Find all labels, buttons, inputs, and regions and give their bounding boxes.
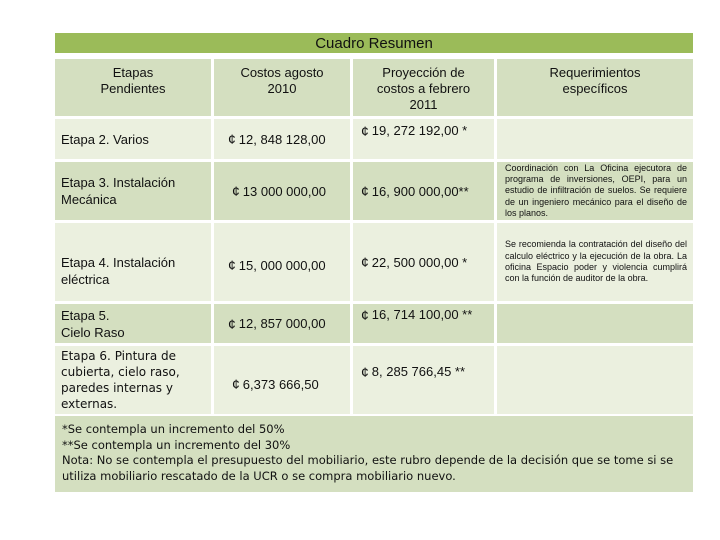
table-row-requirement bbox=[497, 119, 693, 159]
table-row-cost bbox=[214, 304, 350, 343]
requirement-text: Se recomienda la contratación del diseño del calculo eléctrico y la ejecución de la obra. La oficina Espacio poder y violencia cumplirá con la función de auditor de la obra. bbox=[505, 239, 687, 284]
colon-symbol-icon: ¢ bbox=[361, 183, 369, 199]
footnote-50-percent: *Se contempla un incremento del 50% bbox=[62, 422, 285, 436]
colon-symbol-icon: ¢ bbox=[361, 364, 369, 380]
header-stages bbox=[55, 59, 211, 116]
stage-label: Etapa 2. Varios bbox=[61, 131, 149, 147]
table-row-requirement bbox=[497, 346, 693, 414]
table-row-requirement bbox=[497, 304, 693, 343]
stage-label: Etapa 6. Pintura de cubierta, cielo raso, paredes internas y externas. bbox=[61, 349, 180, 411]
colon-symbol-icon: ¢ bbox=[232, 183, 240, 199]
projection-value: 8, 285 766,45 ** bbox=[371, 364, 466, 379]
projection-value: 19, 272 192,00 * bbox=[371, 123, 468, 138]
header-stages-label: Etapas Pendientes bbox=[100, 65, 166, 96]
projection-value: 16, 900 000,00** bbox=[371, 183, 469, 199]
header-projection bbox=[353, 59, 494, 116]
colon-symbol-icon: ¢ bbox=[232, 376, 240, 392]
footnote-30-percent: **Se contempla un incremento del 30% bbox=[62, 437, 291, 452]
colon-symbol-icon: ¢ bbox=[361, 307, 369, 323]
colon-symbol-icon: ¢ bbox=[228, 315, 236, 332]
colon-symbol-icon: ¢ bbox=[228, 257, 236, 273]
table-row-stage bbox=[55, 223, 211, 301]
cost-value: 6,373 666,50 bbox=[242, 376, 319, 392]
table-row-cost bbox=[214, 346, 350, 414]
table-row-cost bbox=[214, 119, 350, 159]
colon-symbol-icon: ¢ bbox=[361, 123, 369, 139]
table-row-projection bbox=[353, 304, 494, 343]
projection-value: 22, 500 000,00 * bbox=[371, 254, 468, 270]
header-costs bbox=[214, 59, 350, 116]
table-row-stage bbox=[55, 346, 211, 414]
table-row-stage bbox=[55, 162, 211, 220]
cost-value: 12, 848 128,00 bbox=[238, 131, 326, 147]
footnotes bbox=[55, 416, 693, 492]
header-costs-label: Costos agosto 2010 bbox=[240, 65, 324, 96]
table-row-projection bbox=[353, 223, 494, 301]
table-row-stage bbox=[55, 304, 211, 343]
colon-symbol-icon: ¢ bbox=[361, 254, 369, 270]
footnote-note: Nota: No se contempla el presupuesto del mobiliario, este rubro depende de la decisión que se tome si se utiliza mobiliario rescatado de la UCR o se compra mobiliario nuevo. bbox=[62, 453, 674, 483]
projection-value: 16, 714 100,00 ** bbox=[371, 307, 473, 322]
table-row-requirement bbox=[497, 162, 693, 220]
header-requirements-label: Requerimientos específicos bbox=[549, 65, 641, 96]
table-row-projection bbox=[353, 346, 494, 414]
cost-value: 12, 857 000,00 bbox=[238, 316, 326, 331]
colon-symbol-icon: ¢ bbox=[228, 131, 236, 147]
table-row-cost bbox=[214, 162, 350, 220]
table-row-cost bbox=[214, 223, 350, 301]
requirement-text: Coordinación con La Oficina ejecutora de programa de inversiones, OEPI, para un estudio de infiltración de suelos. Se requiere de un ingeniero mecánico para el diseño de los planos. bbox=[505, 162, 687, 218]
table-row-requirement bbox=[497, 223, 693, 301]
table-row-projection bbox=[353, 162, 494, 220]
table-row-stage bbox=[55, 119, 211, 159]
table-row-projection bbox=[353, 119, 494, 159]
header-projection-label: Proyección de costos a febrero 2011 bbox=[376, 65, 471, 112]
stage-label: Etapa 3. Instalación Mecánica bbox=[61, 175, 176, 207]
table-title: Cuadro Resumen bbox=[55, 33, 693, 56]
cost-value: 15, 000 000,00 bbox=[238, 257, 326, 273]
header-requirements bbox=[497, 59, 693, 116]
stage-label: Etapa 5. Cielo Raso bbox=[61, 307, 125, 340]
cost-value: 13 000 000,00 bbox=[242, 183, 326, 199]
stage-label: Etapa 4. Instalación eléctrica bbox=[61, 255, 176, 287]
